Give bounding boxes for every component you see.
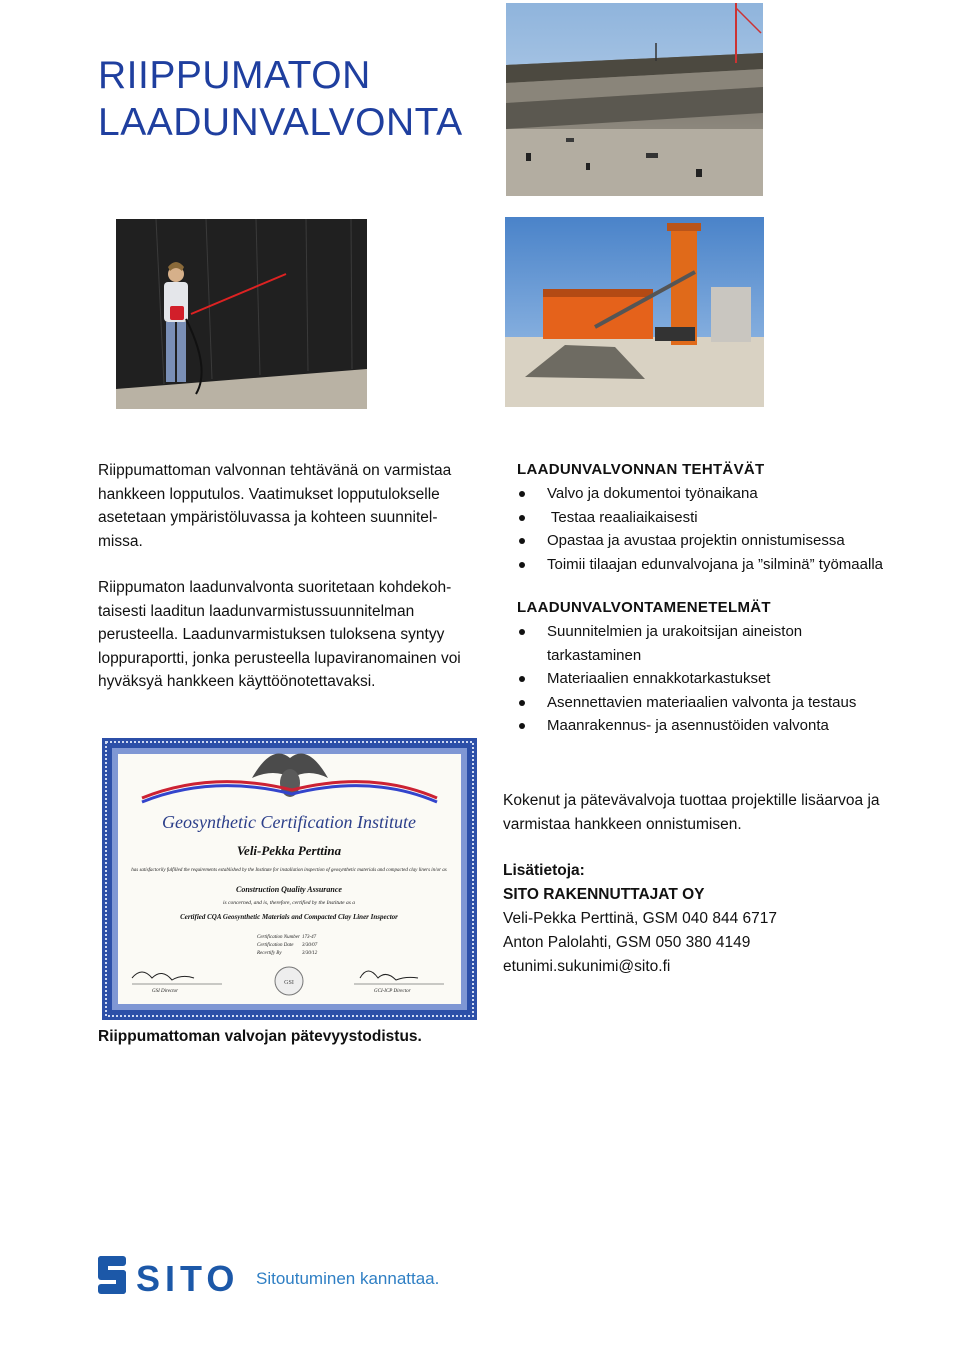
brand-name: SITO [136,1258,240,1298]
certificate-body-1: has satisfactorily fulfilled the requirements established by the Institute for installation inspection of geosynthetic materials and compacted clay liners in/or as [131,868,447,873]
title-line-2: LAADUNVALVONTA [98,101,463,144]
certificate-body-2: is concerned, and is, therefore, certified by the Institute as a [222,900,356,906]
list-item: Maanrakennus- ja asennustöiden valvonta [517,714,897,738]
tasks-heading: LAADUNVALVONNAN TEHTÄVÄT [517,461,765,478]
svg-text:Certification Date: Certification Date [257,943,294,948]
certificate-designation: Certified CQA Geosynthetic Materials and Compacted Clay Liner Inspector [180,913,398,921]
certificate-caption: Riippumattoman valvojan pätevyystodistus. [98,1028,422,1045]
bullet-icon [519,491,525,497]
methods-heading: LAADUNVALVONTAMENETELMÄT [517,599,771,616]
list-item: Materiaalien ennakkotarkastukset [517,667,897,691]
contact-company: SITO RAKENNUTTAJAT OY [503,886,705,903]
svg-text:3/30/12: 3/30/12 [302,951,318,956]
right-column [517,458,897,758]
contact-person-1: Veli-Pekka Perttinä, GSM 040 844 6717 [503,910,777,927]
svg-text:GCI-ICP Director: GCI-ICP Director [374,989,411,994]
liner-inspection-photo [116,219,367,409]
contact-person-2: Anton Palolahti, GSM 050 380 4149 [503,934,751,951]
svg-text:GSI Director: GSI Director [152,989,179,994]
intro-text [98,459,478,717]
list-item: Testaa reaaliaikaisesti [517,506,897,530]
svg-text:Certification Number: Certification Number [257,935,300,940]
footer-logo [96,1254,496,1298]
bullet-icon [519,676,525,682]
certificate-program: Construction Quality Assurance [236,885,342,894]
svg-text:GSI: GSI [284,980,294,986]
list-item: Asennettavien materiaalien valvonta ja testaus [517,691,897,715]
contact-label: Lisätietoja: [503,862,585,879]
svg-text:Recertify By: Recertify By [257,951,282,956]
bullet-icon [519,700,525,706]
asphalt-plant-photo [505,217,764,407]
contact-block [503,859,893,979]
brand-slogan: Sitoutuminen kannattaa. [256,1269,440,1288]
certificate-institute: Geosynthetic Certification Institute [162,812,416,832]
bullet-icon [519,723,525,729]
landfill-site-photo [506,3,763,196]
list-item: Suunnitelmien ja urakoitsijan aineiston tarkastaminen [517,620,897,667]
bullet-icon [519,515,525,521]
contact-email: etunimi.sukunimi@sito.fi [503,958,671,975]
page-title [98,52,498,146]
tasks-list [517,482,897,576]
title-line-1: RIIPPUMATON [98,54,371,97]
list-item: Opastaa ja avustaa projektin onnistumisessa [517,529,897,553]
sito-logo-icon [98,1256,126,1294]
summary-text: Kokenut ja pätevävalvoja tuottaa projektille lisäarvoa ja varmistaa hankkeen onnistumisen. [503,792,880,833]
certificate-image [102,738,477,1020]
intro-paragraph-1: Riippumattoman valvonnan tehtävänä on varmistaa hankkeen lopputulos. Vaatimukset lopputulokselle asetetaan ympäristöluvassa ja kohteen suunnitel-missa. [98,462,452,550]
bullet-icon [519,538,525,544]
intro-paragraph-2: Riippumaton laadunvalvonta suoritetaan kohdekoh-taisesti laaditun laadunvarmistussuunnitelman perusteella. Laadunvarmistuksen tuloksena syntyy loppuraportti, jonka perusteella lupaviranomainen voi hyväksyä hankkeen käyttöönotettavaksi. [98,579,461,690]
bullet-icon [519,629,525,635]
svg-text:173-47: 173-47 [302,935,317,940]
svg-text:3/30/07: 3/30/07 [302,943,318,948]
bullet-icon [519,562,525,568]
list-item: Valvo ja dokumentoi työnaikana [517,482,897,506]
certificate-name: Veli-Pekka Perttina [236,843,342,858]
methods-list [517,620,897,738]
list-item: Toimii tilaajan edunvalvojana ja ”silminä” työmaalla [517,553,897,577]
